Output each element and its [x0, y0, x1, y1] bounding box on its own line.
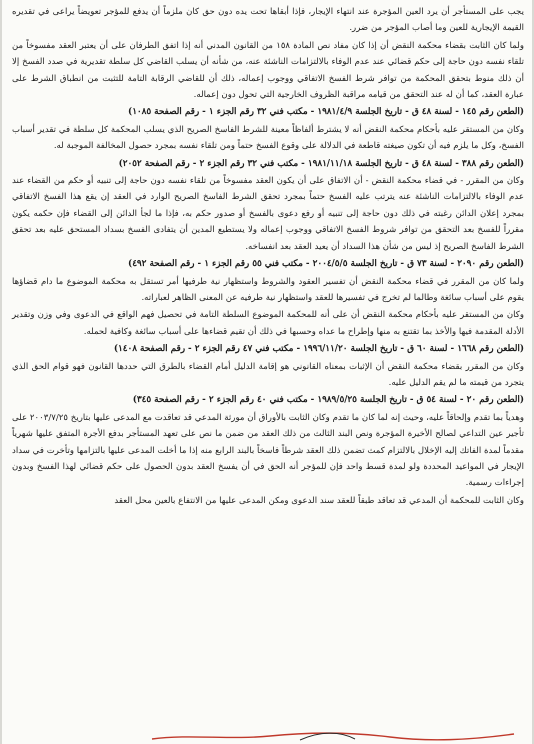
body-paragraph: وكان من المستقر عليه بأحكام محكمة النقض أنه لا يشترط ألفاظاً معينة للشرط الفاسخ الصريح الذي يسلب المحكمة كل سلطة في تقدير أسباب الفسخ، وكل ما يلزم فيه أن تكون صيغته قاطعة في الدلالة على وقوع الفسخ حتماً ومن تلقاء نفسه بمجرد حصول المخالفة الموجبة له.	[12, 124, 524, 152]
body-paragraph: وهدياً بما تقدم وإلحاقاً عليه، وحيث إنه لما كان ما تقدم وكان الثابت بالأوراق أن مورثة المدعي قد تعاقدت مع المدعى عليها بتاريخ ٢٠٠٣/٧/٢٥ على تأجير عين التداعي لصالح الأخيرة المؤجرة ونص البند الثالث من ذلك العقد من ضمن ما نص على تعهد المستأجر بدفع الأجرة المتفق عليها شهرياً مقدماً لمدة الفاتك إليه الإخلال بالالتزام كمث تضمن ذلك العقد شرطاً فاسخاً بالبند الرابع منه إذا ما أخلت المدعى عليها بالتزامها وتأخرت في سداد الإيجار في المواعيد المحددة ولو لمدة قسط واحد فإن للمؤجر أنه الحق في أن يفسخ العقد بدون الحصول على حكم قضائي لهذا الفسخ وبدون إجراءات رسمية.	[12, 412, 524, 489]
citation-line: (الطعن رقم ١٤٥ - لسنة ٤٨ ق - تاريخ الجلسة ١٩٨١/٤/٩ - مكتب فني ٣٢ رقم الجزء ١ - رقم الصفحة ١٠٨٥)	[128, 107, 524, 118]
signature-mark	[150, 728, 516, 742]
body-paragraph: وكان من المقرر - في قضاء محكمة النقض - أن الاتفاق على أن يكون العقد مفسوخاً من تلقاء نفسه دون حاجة إلى تنبيه أو حكم من القضاء عند عدم الوفاء بالالتزامات الناشئة عنه يترتب عليه الفسخ حتماً بمجرد تحقق الشرط الفاسخ الصريح الوارد في العقد إن يقع هذا الفسخ الاتفاقي بمجرد إعلان الدائن رغبته في ذلك دون حاجة إلى تنبيه أو رفع دعوى بالفسخ أو صدور حكم به، فإذا ما لجأ الدائن إلى القضاء فإن حكمه يكون مقرراً للفسخ بعد التحقق من توافر شروط الفسخ الاتفاقي ووجوب إعماله ولا يستطيع المدين أن يتفادى الفسخ بسداد المستحق عليه بعد تحقق الشرط الفاسخ الصريح إذ ليس من شأن هذا السداد أن يعيد العقد بعد انفساخه.	[12, 176, 524, 252]
body-paragraph: وكان من المستقر عليه بأحكام محكمة النقض أن على أنه للمحكمة الموضوع السلطة التامة في تحصيل فهم الواقع في الدعوى وفي وزن وتقدير الأدلة المقدمة فيها والأخذ بما تقتنع به منها وإطراح ما عداه وحسبها في ذلك أن تقيم قضاءها على أسباب سائغة وكافية لحمله.	[12, 310, 524, 337]
body-paragraph: وكان الثابت للمحكمة أن المدعي قد تعاقد طبقاً للعقد سند الدعوى ومكن المدعى عليها من الانتفاع بالعين محل العقد	[114, 495, 524, 506]
document-body	[12, 4, 524, 509]
body-paragraph: يجب على المستأجر أن يرد العين المؤجرة عند انتهاء الإيجار، فإذا أبقاها تحت يده دون حق كان ملزماً أن يدفع للمؤجر تعويضاً يراعى في تقديره القيمة الإيجارية للعين وما أصاب المؤجر من ضرر.	[12, 7, 524, 34]
citation-line: (الطعن رقم ٢٠٩٠ - لسنة ٧٣ ق - تاريخ الجلسة ٢٠٠٤/٥/٥ - مكتب فني ٥٥ رقم الجزء ١ - رقم الصفحة ٤٩٢)	[128, 259, 524, 270]
citation-line: (الطعن رقم ٣٨٨ - لسنة ٤٨ ق - تاريخ الجلسة ١٩٨١/١١/١٨ - مكتب فني ٣٢ رقم الجزء ٢ - رقم الصفحة ٢٠٥٢)	[118, 158, 524, 169]
citation-line: (الطعن رقم ٢٠ - لسنة ٥٤ ق - تاريخ الجلسة ١٩٨٩/٥/٢٥ - مكتب فني ٤٠ رقم الجزء ٢ - رقم الصفحة ٣٤٥)	[132, 395, 524, 406]
body-paragraph: وكان من المقرر بقضاء محكمة النقض أن الإثبات بمعناه القانوني هو إقامة الدليل أمام القضاء بالطرق التي حددها القانون فهو قوام الحق الذي يتجرد من قيمته ما لم يقم الدليل عليه.	[12, 361, 524, 388]
scan-edge-left	[0, 0, 2, 744]
body-paragraph: ولما كان من المقرر في قضاء محكمة النقض أن تفسير العقود والشروط واستظهار نية طرفيها أمر تستقل به محكمة الموضوع ما دام قضاؤها يقوم على أسباب سائغة وطالما لم تخرج في تفسيرها للعقد واستظهار نية طرفيه عن المعنى الظاهر لعباراته.	[12, 276, 524, 303]
citation-line: (الطعن رقم ١٦٦٨ - لسنة ٦٠ ق - تاريخ الجلسة ١٩٩٦/١١/٢٠ - مكتب فني ٤٧ رقم الجزء ٢ - رقم الصفحة ١٤٠٨)	[113, 344, 524, 355]
body-paragraph: ولما كان الثابت بقضاء محكمة النقض أن إذا كان مفاد نص المادة ١٥٨ من القانون المدني أنه إذا اتفق الطرفان على أن يعتبر العقد مفسوخاً من تلقاء نفسه دون حاجة إلى حكم قضائي عند عدم الوفاء بالالتزامات الناشئة عنه، من شأنه أن يسلب القاضي كل سلطة تقديرية في صدد الفسخ إلا أن ذلك منوط بتحقق المحكمة من توافر شرط الفسخ الاتفاقي ووجوب إعماله، ذلك أن للقاضي الرقابة التامة للتثبت من انطباق الشرط على عبارة العقد، كما أن له عند التحقق من قيامه مراقبة الظروف الخارجية التي تحول دون إعماله.	[12, 40, 525, 101]
